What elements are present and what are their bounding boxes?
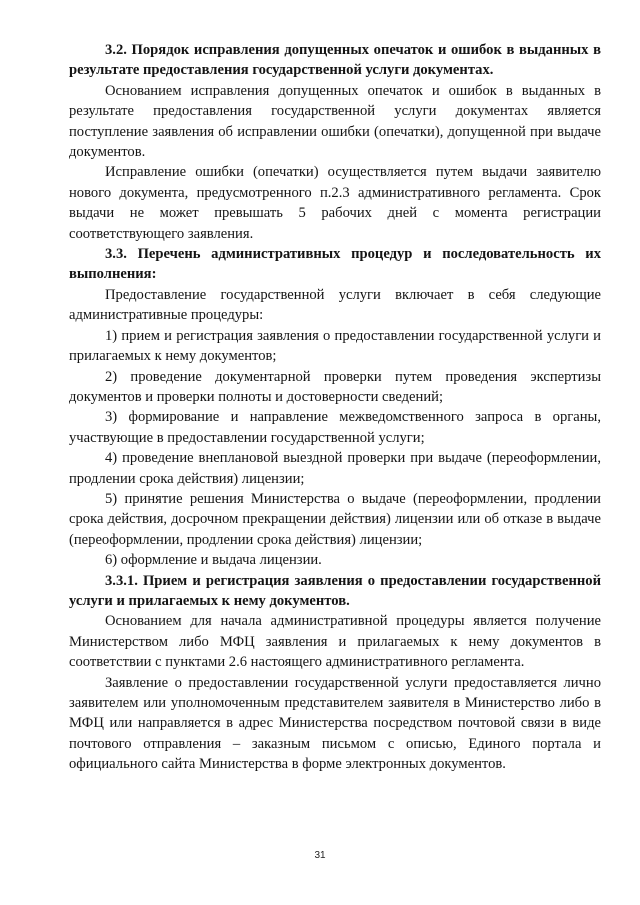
- paragraph: Заявление о предоставлении государственной услуги предоставляется лично заявителем или уполномоченным представителем заявителя в Министерство либо в МФЦ или направляется в адрес Министерства посредством почтовой связи в виде почтового отправления – заказным письмом с описью, Единого портала и официального сайта Министерства в форме электронных документов.: [69, 674, 601, 773]
- section-heading-3-2: 3.2. Порядок исправления допущенных опечаток и ошибок в выданных в результате предоставления государственной услуги документах.: [69, 42, 601, 79]
- list-item: 6) оформление и выдача лицензии.: [105, 552, 322, 569]
- list-item: 4) проведение внеплановой выездной проверки при выдаче (переоформлении, продлении срока действия) лицензии;: [69, 450, 601, 487]
- page-number: 31: [314, 850, 326, 861]
- paragraph: Основанием для начала административной процедуры является получение Министерством либо МФЦ заявления и прилагаемых к нему документов в соответствии с пунктами 2.6 настоящего административного регламента.: [69, 613, 601, 671]
- section-heading-3-3-1: 3.3.1. Прием и регистрация заявления о предоставлении государственной услуги и прилагаемых к нему документов.: [69, 572, 601, 609]
- list-item: 3) формирование и направление межведомственного запроса в органы, участвующие в предоставлении государственной услуги;: [69, 409, 601, 446]
- paragraph: Исправление ошибки (опечатки) осуществляется путем выдачи заявителю нового документа, предусмотренного п.2.3 административного регламента. Срок выдачи не может превышать 5 рабочих дней с момента регистрации соответствующего заявления.: [69, 164, 601, 242]
- document-page: [69, 40, 601, 775]
- section-heading-3-3: 3.3. Перечень административных процедур и последовательность их выполнения:: [69, 246, 601, 283]
- paragraph: Основанием исправления допущенных опечаток и ошибок в выданных в результате предоставления государственной услуги документах является поступление заявления об исправлении ошибки (опечатки), допущенной при выдаче документов.: [69, 82, 601, 161]
- list-item: 1) прием и регистрация заявления о предоставлении государственной услуги и прилагаемых к нему документов;: [69, 327, 601, 365]
- list-item: 2) проведение документарной проверки путем проведения экспертизы документов и проверки полноты и достоверности сведений;: [69, 368, 601, 405]
- list-item: 5) принятие решения Министерства о выдаче (переоформлении, продлении срока действия, досрочном прекращении действия) лицензии или об отказе в выдаче (переоформлении, продлении срока действия) лицензии;: [69, 490, 601, 548]
- paragraph: Предоставление государственной услуги включает в себя следующие административные процедуры:: [69, 286, 601, 324]
